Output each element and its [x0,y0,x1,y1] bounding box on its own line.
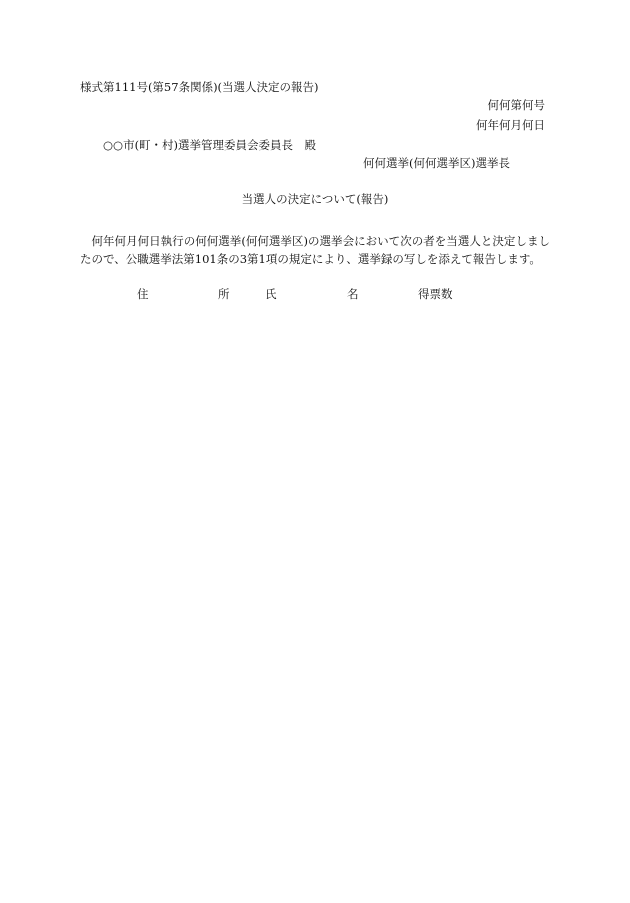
column-header-address-first-char: 住 [137,287,149,301]
column-header-address-second-char: 所 [218,287,230,301]
document-date: 何年何月何日 [476,118,545,132]
column-header-name-second-char: 名 [347,287,359,301]
document-number: 何何第何号 [487,98,545,112]
sender: 何何選挙(何何選挙区)選挙長 [363,156,510,170]
column-header-name-first-char: 氏 [265,287,277,301]
document-title: 当選人の決定について(報告) [241,192,389,206]
body-paragraph: 何年何月何日執行の何何選挙(何何選挙区)の選挙会において次の者を当選人と決定しましたので、公職選挙法第101条の3第1項の規定により、選挙録の写しを添えて報告します。 [80,234,550,266]
form-label: 様式第111号(第57条関係)(当選人決定の報告) [80,80,319,94]
column-header-votes: 得票数 [418,287,453,301]
addressee: ○○市(町・村)選挙管理委員会委員長 殿 [103,138,317,152]
